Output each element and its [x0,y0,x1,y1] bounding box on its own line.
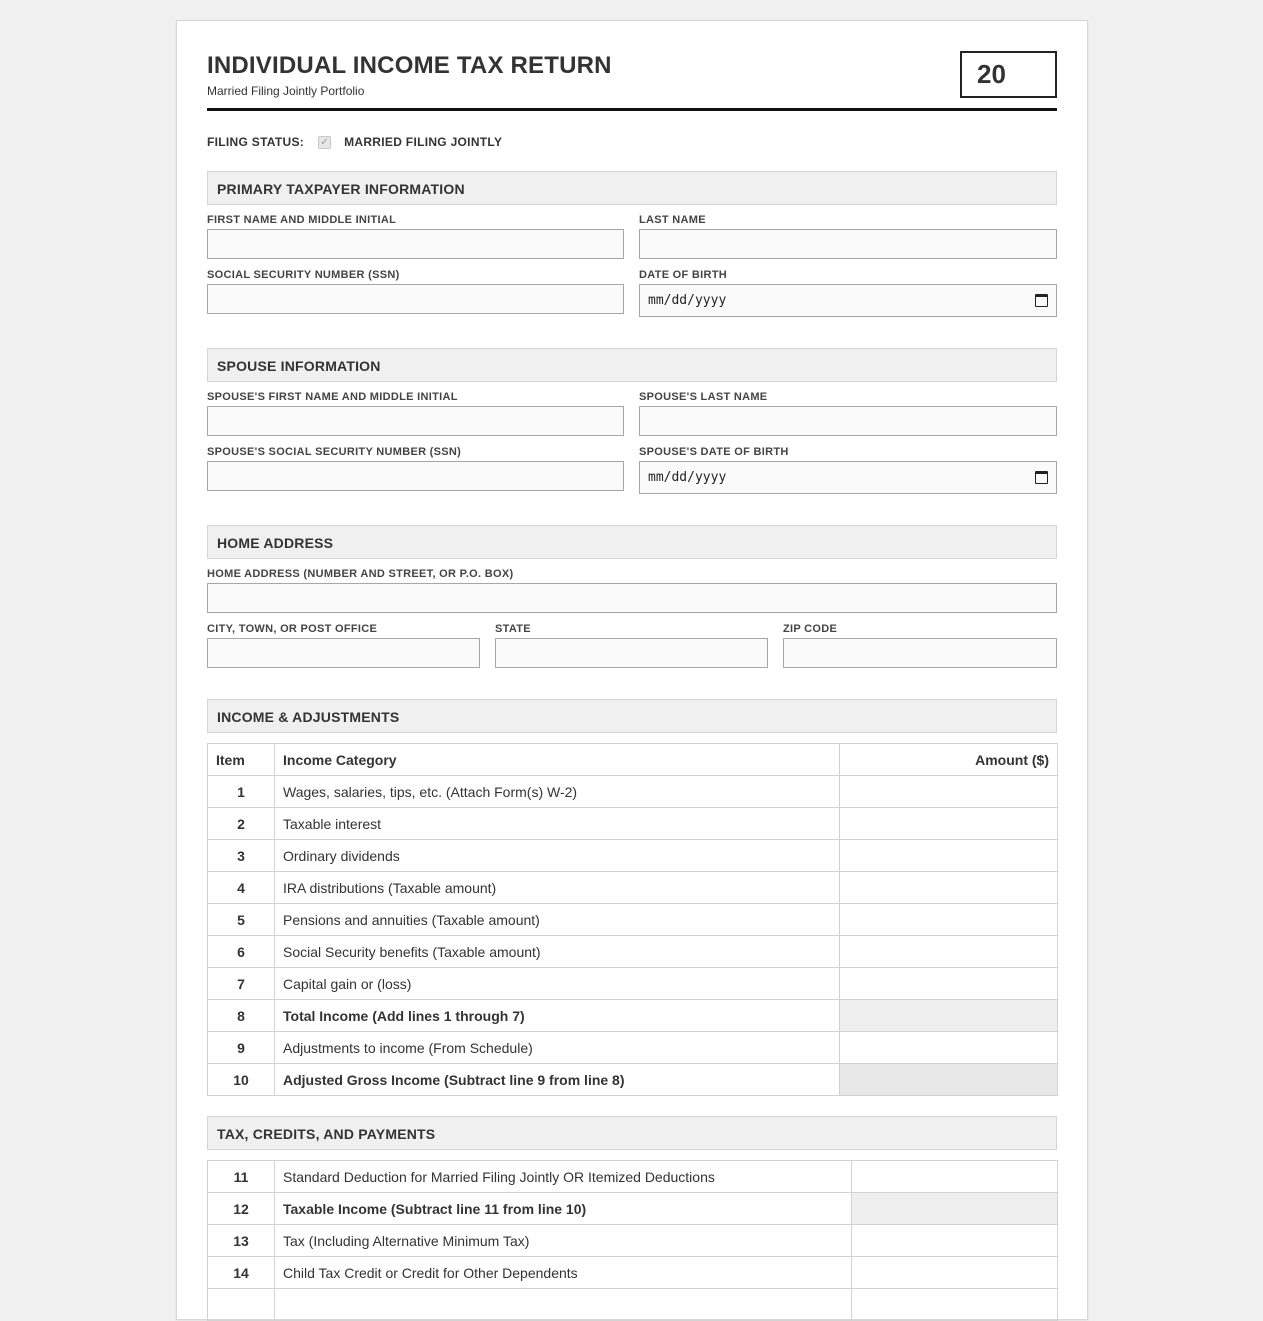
line-number: 6 [208,936,275,968]
calendar-icon[interactable] [1035,294,1048,307]
table-row-taxable-income [208,1193,1058,1225]
amount-input[interactable] [840,872,1058,904]
line-number: 8 [208,1000,275,1032]
section-income-adjustments: INCOME & ADJUSTMENTS [207,699,1057,733]
calendar-icon[interactable] [1035,471,1048,484]
amount-input[interactable] [840,808,1058,840]
section-primary-taxpayer: PRIMARY TAXPAYER INFORMATION [207,171,1057,205]
tax-year-field[interactable]: 20 [960,51,1057,98]
filing-status-label: FILING STATUS: [207,135,305,149]
table-row [208,936,1058,968]
table-row [208,968,1058,1000]
field-label: SPOUSE'S LAST NAME [639,391,768,403]
column-header-item: Item [208,744,275,776]
table-row [208,1225,1058,1257]
field-label: CITY, TOWN, OR POST OFFICE [207,623,378,635]
line-number: 12 [208,1193,275,1225]
amount-input[interactable] [840,936,1058,968]
state-input[interactable] [495,638,768,668]
city-input[interactable] [207,638,480,668]
filing-status [207,133,502,151]
field-label: LAST NAME [639,214,706,226]
filing-status-option-label: MARRIED FILING JOINTLY [344,135,503,149]
section-home-address: HOME ADDRESS [207,525,1057,559]
table-row [208,840,1058,872]
line-description: Standard Deduction for Married Filing Jointly OR Itemized Deductions [275,1161,852,1193]
amount-input[interactable] [852,1161,1058,1193]
line-description [275,1289,852,1321]
section-tax-credits-payments: TAX, CREDITS, AND PAYMENTS [207,1116,1057,1150]
table-row [208,1161,1058,1193]
field-label: STATE [495,623,531,635]
date-placeholder: mm/dd/yyyy [648,470,727,485]
amount-input[interactable] [840,904,1058,936]
form-subtitle: Married Filing Jointly Portfolio [207,84,365,98]
line-description: Social Security benefits (Taxable amount) [275,936,840,968]
calculated-amount [852,1193,1058,1225]
calculated-amount [840,1000,1058,1032]
line-description: Taxable interest [275,808,840,840]
table-row-agi [208,1064,1058,1096]
amount-input[interactable] [840,840,1058,872]
table-row [208,1289,1058,1321]
line-description: Wages, salaries, tips, etc. (Attach Form(s) W-2) [275,776,840,808]
zip-input[interactable] [783,638,1057,668]
primary-last-name-input[interactable] [639,229,1057,259]
line-description: Total Income (Add lines 1 through 7) [275,1000,840,1032]
column-header-category: Income Category [275,744,840,776]
amount-input[interactable] [840,776,1058,808]
married-filing-jointly-checkbox[interactable] [318,136,331,149]
field-label: FIRST NAME AND MIDDLE INITIAL [207,214,397,226]
line-description: Capital gain or (loss) [275,968,840,1000]
line-description: Taxable Income (Subtract line 11 from line 10) [275,1193,852,1225]
spouse-last-name-input[interactable] [639,406,1057,436]
line-description: Adjustments to income (From Schedule) [275,1032,840,1064]
spouse-first-name-input[interactable] [207,406,624,436]
line-number: 4 [208,872,275,904]
income-table [207,743,1058,1096]
line-number: 5 [208,904,275,936]
spouse-dob-input[interactable] [639,461,1057,494]
amount-input[interactable] [840,968,1058,1000]
table-row [208,904,1058,936]
line-number: 9 [208,1032,275,1064]
line-description: IRA distributions (Taxable amount) [275,872,840,904]
table-row [208,1032,1058,1064]
field-label: SPOUSE'S SOCIAL SECURITY NUMBER (SSN) [207,446,462,458]
table-row [208,872,1058,904]
amount-input[interactable] [852,1289,1058,1321]
section-spouse: SPOUSE INFORMATION [207,348,1057,382]
date-placeholder: mm/dd/yyyy [648,293,727,308]
amount-input[interactable] [852,1257,1058,1289]
table-row [208,1257,1058,1289]
line-number: 14 [208,1257,275,1289]
line-number: 2 [208,808,275,840]
line-description: Ordinary dividends [275,840,840,872]
form-title: INDIVIDUAL INCOME TAX RETURN [207,52,612,79]
spouse-ssn-input[interactable] [207,461,624,491]
field-label: ZIP CODE [783,623,838,635]
line-number: 1 [208,776,275,808]
line-number [208,1289,275,1321]
line-description: Child Tax Credit or Credit for Other Dependents [275,1257,852,1289]
line-number: 10 [208,1064,275,1096]
form-content [207,21,1057,1281]
line-number: 3 [208,840,275,872]
line-number: 11 [208,1161,275,1193]
field-label: SPOUSE'S FIRST NAME AND MIDDLE INITIAL [207,391,458,403]
checkmark-icon: ✓ [320,136,329,148]
field-label: HOME ADDRESS (NUMBER AND STREET, OR P.O. BOX) [207,568,514,580]
line-description: Pensions and annuities (Taxable amount) [275,904,840,936]
field-label: SOCIAL SECURITY NUMBER (SSN) [207,269,400,281]
amount-input[interactable] [840,1032,1058,1064]
primary-dob-input[interactable] [639,284,1057,317]
income-header-row [208,744,1058,776]
table-row [208,776,1058,808]
amount-input[interactable] [852,1225,1058,1257]
column-header-amount: Amount ($) [840,744,1058,776]
line-description: Tax (Including Alternative Minimum Tax) [275,1225,852,1257]
table-row-total-income [208,1000,1058,1032]
primary-first-name-input[interactable] [207,229,624,259]
line-number: 13 [208,1225,275,1257]
field-label: SPOUSE'S DATE OF BIRTH [639,446,789,458]
table-row [208,808,1058,840]
calculated-amount [840,1064,1058,1096]
line-description: Adjusted Gross Income (Subtract line 9 from line 8) [275,1064,840,1096]
tax-table [207,1160,1058,1321]
street-address-input[interactable] [207,583,1057,613]
primary-ssn-input[interactable] [207,284,624,314]
field-label: DATE OF BIRTH [639,269,728,281]
line-number: 7 [208,968,275,1000]
tax-form-page [176,20,1088,1320]
form-header [207,21,1057,111]
